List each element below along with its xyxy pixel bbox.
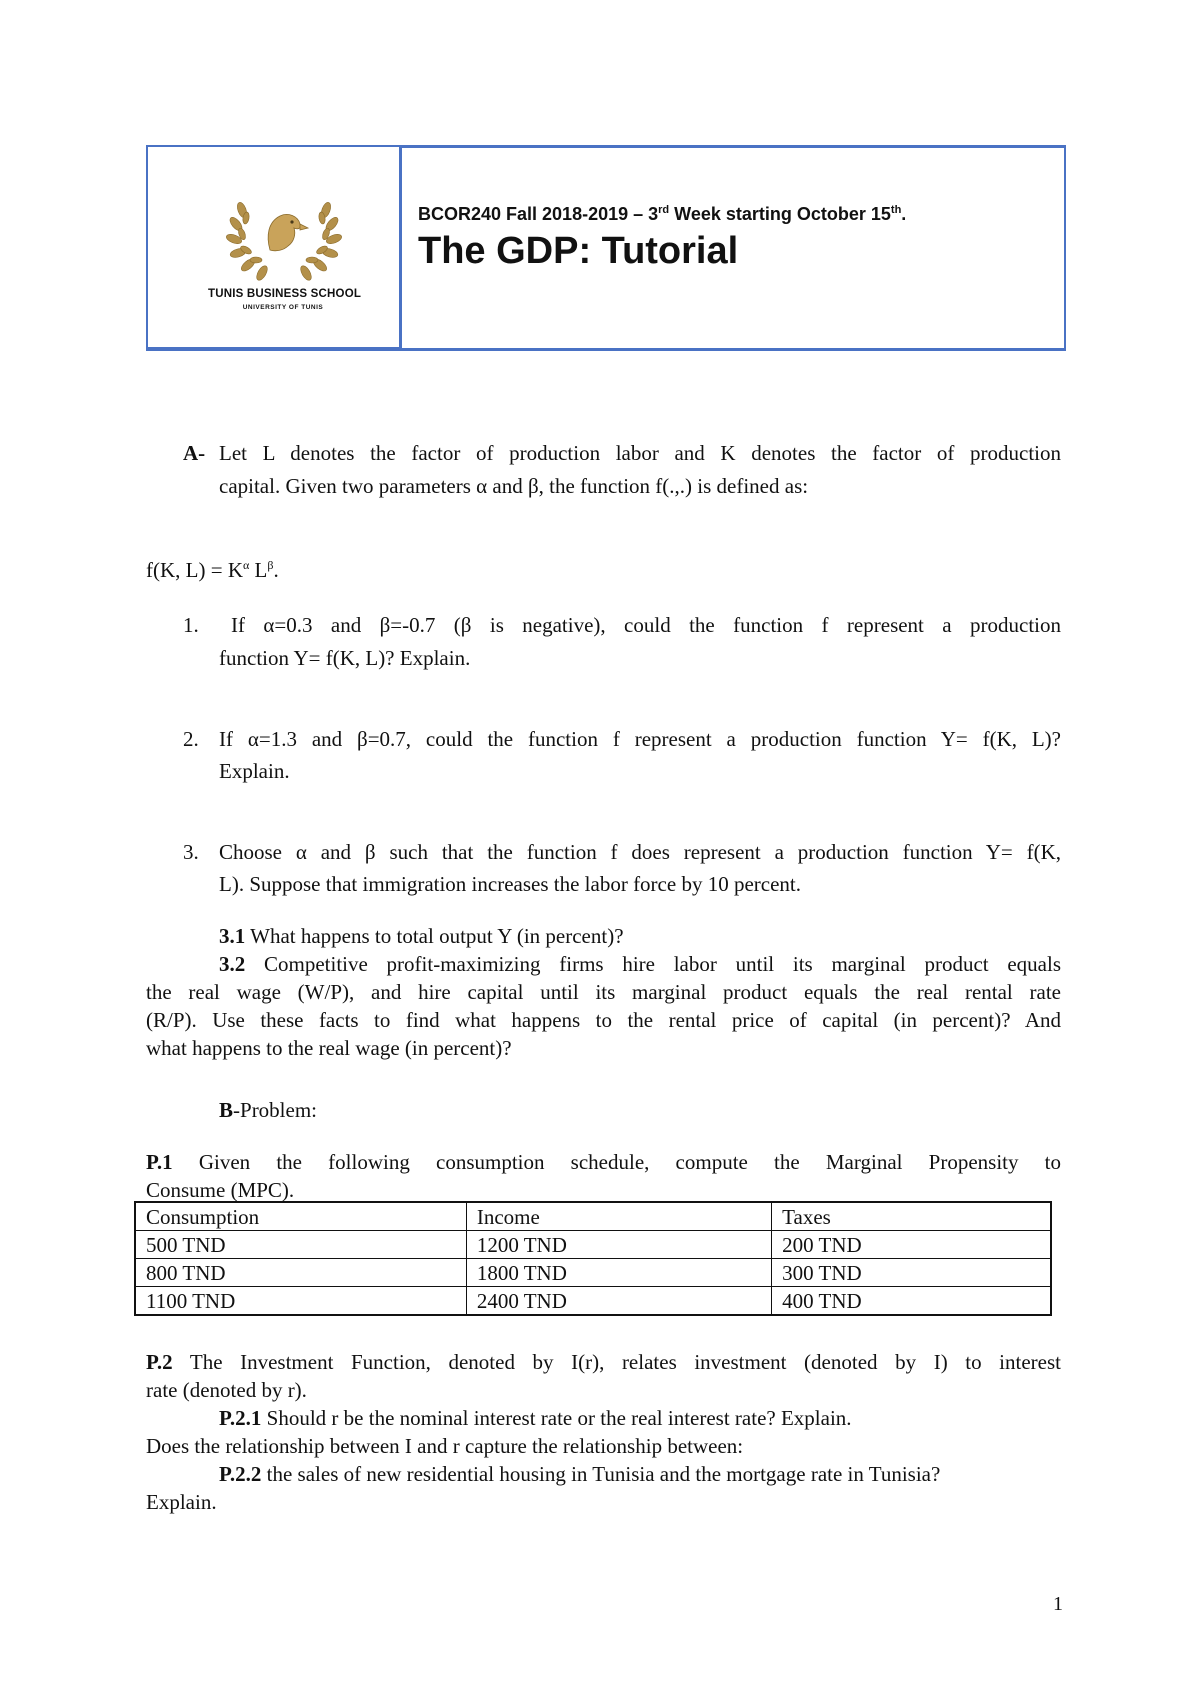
- p2-2-line2: Explain.: [146, 1490, 217, 1514]
- p2-line2: rate (denoted by r).: [146, 1378, 307, 1402]
- p2-1: P.2.1 Should r be the nominal interest rate or the real interest rate? Explain.: [219, 1406, 852, 1430]
- table-cell: 1800 TND: [466, 1259, 771, 1287]
- section-b-heading: B-Problem:: [219, 1098, 318, 1122]
- table-row: [135, 1231, 1051, 1259]
- table-cell: 1200 TND: [466, 1231, 771, 1259]
- page-title: The GDP: Tutorial: [418, 230, 739, 272]
- production-formula: f(K, $L) = K^\alpha$ $L^\beta$.: [146, 558, 279, 582]
- logo-subtitle: UNIVERSITY OF TUNIS: [242, 304, 324, 311]
- table-row: [135, 1287, 1051, 1316]
- p1-line1: P.1 Given the following consumption schedule, compute the Marginal Propensity to: [146, 1150, 1061, 1174]
- table-cell: 200 TND: [772, 1231, 1051, 1259]
- section-a-intro-line1: Let L denotes the factor of production labor and K denotes the factor of production: [219, 441, 1061, 465]
- table-header-cell: Income: [466, 1202, 771, 1231]
- table-cell: 800 TND: [135, 1259, 466, 1287]
- table-cell: 2400 TND: [466, 1287, 771, 1316]
- q3-line2: L). Suppose that immigration increases the labor force by 10 percent.: [219, 872, 801, 896]
- q3-line1: Choose α and β such that the function f does represent a production function Y= f(K,: [219, 840, 1061, 864]
- q3-1: 3.1 What happens to total output Y (in percent)?: [219, 924, 624, 948]
- table-header-cell: Taxes: [772, 1202, 1051, 1231]
- q2-line2: Explain.: [219, 759, 290, 783]
- q2-number: 2.: [183, 727, 199, 751]
- course-line: BCOR240 Fall 2018-2019 – 3rd Week starting October 15th.: [418, 204, 907, 224]
- p1-line2: Consume (MPC).: [146, 1178, 295, 1202]
- table-header-cell: Consumption: [135, 1202, 466, 1231]
- page-number: 1: [1053, 1593, 1063, 1615]
- q3-2-line1: 3.2 Competitive profit-maximizing firms hire labor until its marginal product equals: [219, 952, 1061, 976]
- q3-2-line3: (R/P). Use these facts to find what happens to the rental price of capital (in percent)? And: [146, 1008, 1061, 1032]
- q3-2-line2: the real wage (W/P), and hire capital until its marginal product equals the real rental rate: [146, 980, 1061, 1004]
- section-a-intro-line2: capital. Given two parameters α and β, the function f(.,.) is defined as:: [219, 474, 809, 498]
- q3-2-line4: what happens to the real wage (in percent)?: [146, 1036, 512, 1060]
- laurel-eagle-logo-icon: [222, 192, 346, 288]
- table-cell: 400 TND: [772, 1287, 1051, 1316]
- q2-line1: If α=1.3 and β=0.7, could the function f represent a production function Y= f(K, L)?: [219, 727, 1061, 751]
- consumption-schedule-table: [134, 1201, 1052, 1316]
- q1-number: 1.: [183, 613, 199, 637]
- p2-line1: P.2 The Investment Function, denoted by I(r), relates investment (denoted by I) to interest: [146, 1350, 1061, 1374]
- section-a-label: A-: [183, 441, 206, 465]
- q1-line2: function Y= f(K, L)? Explain.: [219, 646, 471, 670]
- table-header-row: [135, 1202, 1051, 1231]
- p2-2-line1: P.2.2 the sales of new residential housing in Tunisia and the mortgage rate in Tunisia?: [219, 1462, 941, 1486]
- logo-name: TUNIS BUSINESS SCHOOL: [208, 288, 362, 300]
- q1-line1: If α=0.3 and β=-0.7 (β is negative), could the function f represent a production: [231, 613, 1061, 637]
- table-cell: 300 TND: [772, 1259, 1051, 1287]
- table-cell: 1100 TND: [135, 1287, 466, 1316]
- table-row: [135, 1259, 1051, 1287]
- q3-number: 3.: [183, 840, 199, 864]
- table-cell: 500 TND: [135, 1231, 466, 1259]
- p2-bridge: Does the relationship between I and r capture the relationship between:: [146, 1434, 744, 1458]
